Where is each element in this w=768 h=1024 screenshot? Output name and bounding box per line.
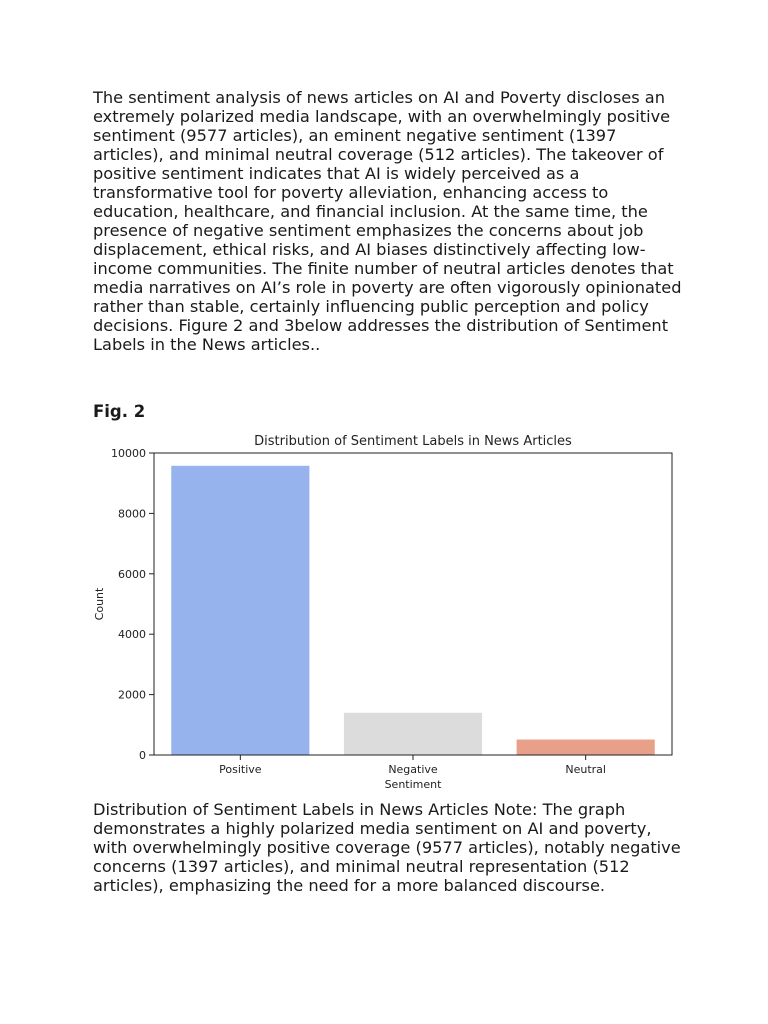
bar-positive (171, 466, 309, 755)
plot-area (111, 447, 655, 776)
x-tick-label: Negative (388, 763, 438, 776)
bar-neutral (517, 740, 655, 755)
y-tick-label: 6000 (118, 567, 146, 581)
figure-note-paragraph: Distribution of Sentiment Labels in News Articles Note: The graph demonstrates a highly polarized media sentiment on AI and poverty, with overwhelmingly positive coverage (9577 articles), notably negative concerns (1397 articles), and minimal neutral representation (512 articles), emphasizing the need for a more balanced discourse. (93, 800, 681, 895)
y-tick-label: 10000 (111, 447, 146, 460)
y-tick-label: 2000 (118, 688, 146, 702)
y-tick-label: 8000 (118, 507, 146, 521)
intro-paragraph: The sentiment analysis of news articles on AI and Poverty discloses an extremely polarized media landscape, with an overwhelmingly positive sentiment (9577 articles), an eminent negative sentiment (1397 articles), and minimal neutral coverage (512 articles). The takeover of positive sentiment indicates that AI is widely perceived as a transformative tool for poverty alleviation, enhancing access to education, healthcare, and financial inclusion. At the same time, the presence of negative sentiment emphasizes the concerns about job displacement, ethical risks, and AI biases distinctively affecting low-income communities. The finite number of neutral articles denotes that media narratives on AI’s role in poverty are often vigorously opinionated rather than stable, certainly influencing public perception and policy decisions. Figure 2 and 3below addresses the distribution of Sentiment Labels in the News articles.. (93, 88, 682, 354)
figure-label: Fig. 2 (93, 402, 146, 421)
x-tick-label: Neutral (565, 763, 606, 776)
sentiment-bar-chart (88, 426, 680, 796)
y-axis-label: Count (93, 587, 106, 621)
x-tick-label: Positive (219, 763, 262, 776)
bar-negative (344, 713, 482, 755)
y-tick-label: 0 (139, 749, 146, 762)
chart-title: Distribution of Sentiment Labels in News Articles (254, 434, 572, 449)
x-axis-label: Sentiment (384, 778, 442, 791)
y-tick-label: 4000 (118, 628, 146, 642)
